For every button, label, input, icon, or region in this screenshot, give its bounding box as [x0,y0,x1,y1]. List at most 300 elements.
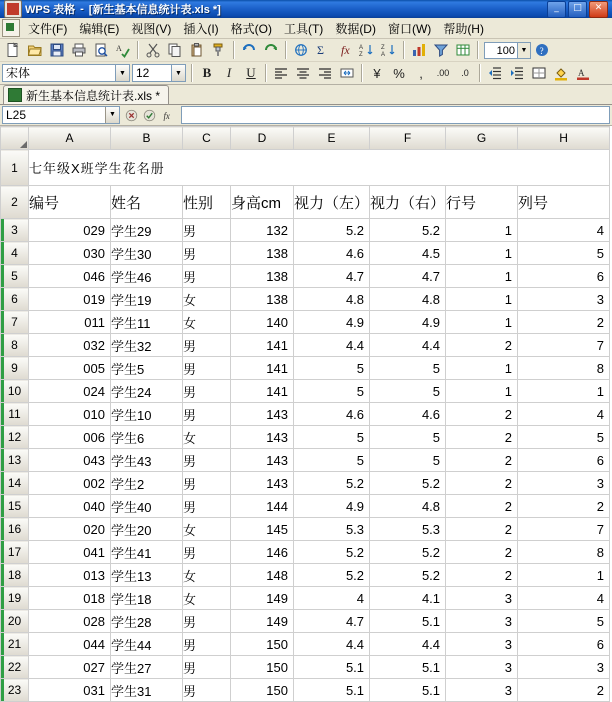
font-name-value[interactable]: 宋体 [2,64,116,82]
title-bar [0,0,612,18]
row-header-15[interactable]: 15 [1,495,29,518]
row-header-22[interactable]: 22 [1,656,29,679]
cell-d5[interactable]: 138 [231,265,294,288]
cell-h4[interactable]: 5 [518,242,610,265]
header-cell-col-no[interactable]: 列号 [518,186,610,219]
cell-c16[interactable]: 女 [183,518,231,541]
cell-b15[interactable]: 学生40 [111,495,183,518]
cell-g22[interactable]: 3 [446,656,518,679]
row-header-11[interactable]: 11 [1,403,29,426]
cell-b21[interactable]: 学生44 [111,633,183,656]
cell-g19[interactable]: 3 [446,587,518,610]
cell-d23[interactable]: 150 [231,679,294,702]
header-cell-row-no[interactable]: 行号 [446,186,518,219]
cell-d4[interactable]: 138 [231,242,294,265]
undo-icon[interactable] [238,39,260,61]
col-header-d[interactable]: D [231,127,294,150]
cell-h14[interactable]: 3 [518,472,610,495]
col-header-g[interactable]: G [446,127,518,150]
cell-c18[interactable]: 女 [183,564,231,587]
cell-a7[interactable]: 011 [29,311,111,334]
col-header-e[interactable]: E [294,127,370,150]
cell-f18[interactable]: 5.2 [370,564,446,587]
cell-d19[interactable]: 149 [231,587,294,610]
cell-f13[interactable]: 5 [370,449,446,472]
cell-c19[interactable]: 女 [183,587,231,610]
row-header-1[interactable]: 1 [1,150,29,186]
cell-a17[interactable]: 041 [29,541,111,564]
cell-e16[interactable]: 5.3 [294,518,370,541]
accept-icon[interactable] [142,108,157,123]
row-header-18[interactable]: 18 [1,564,29,587]
cell-f11[interactable]: 4.6 [370,403,446,426]
cell-a14[interactable]: 002 [29,472,111,495]
format-separator-2 [265,64,267,82]
row-header-10[interactable]: 10 [1,380,29,403]
cell-g4[interactable]: 1 [446,242,518,265]
menu-edit[interactable]: 编辑(E) [79,21,120,36]
row-header-3[interactable]: 3 [1,219,29,242]
table-row [1,380,610,403]
cell-c22[interactable]: 男 [183,656,231,679]
minimize-button[interactable]: _ [547,1,566,18]
spellcheck-icon[interactable] [112,39,134,61]
bold-button[interactable]: B [202,65,212,80]
italic-button[interactable]: I [226,65,232,80]
header-cell-height[interactable]: 身高cm [231,186,294,219]
print-icon[interactable] [68,39,90,61]
cell-d3[interactable]: 132 [231,219,294,242]
align-left-icon[interactable] [270,62,292,84]
row-header-16[interactable]: 16 [1,518,29,541]
cell-e17[interactable]: 5.2 [294,541,370,564]
currency-button[interactable]: ¥ [373,65,381,81]
cell-g9[interactable]: 1 [446,357,518,380]
cell-c5[interactable]: 男 [183,265,231,288]
cell-e9[interactable]: 5 [294,357,370,380]
cell-f3[interactable]: 5.2 [370,219,446,242]
cell-e13[interactable]: 5 [294,449,370,472]
spreadsheet-grid[interactable] [0,126,612,702]
decrease-decimal-button[interactable]: .0 [461,68,469,78]
save-icon[interactable] [46,39,68,61]
cell-f6[interactable]: 4.8 [370,288,446,311]
cell-b19[interactable]: 学生18 [111,587,183,610]
open-icon[interactable] [24,39,46,61]
cell-h5[interactable]: 6 [518,265,610,288]
cell-a18[interactable]: 013 [29,564,111,587]
cell-b4[interactable]: 学生30 [111,242,183,265]
cell-c20[interactable]: 男 [183,610,231,633]
cell-h6[interactable]: 3 [518,288,610,311]
underline-button[interactable]: U [246,65,256,80]
row-header-7[interactable]: 7 [1,311,29,334]
cell-c10[interactable]: 男 [183,380,231,403]
cell-b12[interactable]: 学生6 [111,426,183,449]
header-cell-vision-left[interactable]: 视力（左） [294,186,370,219]
cell-d14[interactable]: 143 [231,472,294,495]
cell-a19[interactable]: 018 [29,587,111,610]
cell-g6[interactable]: 1 [446,288,518,311]
table-row [1,495,610,518]
cell-h17[interactable]: 8 [518,541,610,564]
cell-d12[interactable]: 143 [231,426,294,449]
cell-f8[interactable]: 4.4 [370,334,446,357]
help-icon[interactable] [531,39,553,61]
zoom-dropdown-icon[interactable]: ▼ [518,42,531,59]
cell-g18[interactable]: 2 [446,564,518,587]
svg-text:A: A [381,52,386,58]
cell-a22[interactable]: 027 [29,656,111,679]
cell-h22[interactable]: 3 [518,656,610,679]
increase-decimal-button[interactable]: .00 [436,68,450,78]
cell-d21[interactable]: 150 [231,633,294,656]
new-icon[interactable] [2,39,24,61]
percent-button[interactable]: % [393,65,405,81]
table-row [1,357,610,380]
cell-h12[interactable]: 5 [518,426,610,449]
cell-h21[interactable]: 6 [518,633,610,656]
cell-f5[interactable]: 4.7 [370,265,446,288]
format-separator-3 [361,64,363,82]
row-header-23[interactable]: 23 [1,679,29,702]
cell-d17[interactable]: 146 [231,541,294,564]
cell-g16[interactable]: 2 [446,518,518,541]
cell-a21[interactable]: 044 [29,633,111,656]
cell-h11[interactable]: 4 [518,403,610,426]
table-icon[interactable] [452,39,474,61]
decrease-indent-icon[interactable] [484,62,506,84]
cell-a10[interactable]: 024 [29,380,111,403]
col-header-c[interactable]: C [183,127,231,150]
cell-g14[interactable]: 2 [446,472,518,495]
font-color-icon[interactable] [572,62,594,84]
align-right-icon[interactable] [314,62,336,84]
cell-f16[interactable]: 5.3 [370,518,446,541]
cell-c6[interactable]: 女 [183,288,231,311]
cell-f9[interactable]: 5 [370,357,446,380]
cell-h15[interactable]: 2 [518,495,610,518]
row-header-12[interactable]: 12 [1,426,29,449]
cell-d7[interactable]: 140 [231,311,294,334]
svg-text:A: A [578,68,585,78]
cell-c17[interactable]: 男 [183,541,231,564]
cell-c13[interactable]: 男 [183,449,231,472]
cell-a5[interactable]: 046 [29,265,111,288]
print-preview-icon[interactable] [90,39,112,61]
cell-e10[interactable]: 5 [294,380,370,403]
fill-color-icon[interactable] [550,62,572,84]
chart-icon[interactable] [408,39,430,61]
cell-d15[interactable]: 144 [231,495,294,518]
cell-a3[interactable]: 029 [29,219,111,242]
cell-g17[interactable]: 2 [446,541,518,564]
cell-d10[interactable]: 141 [231,380,294,403]
cell-e15[interactable]: 4.9 [294,495,370,518]
svg-text:Σ: Σ [317,43,324,57]
cell-c8[interactable]: 男 [183,334,231,357]
redo-icon[interactable] [260,39,282,61]
table-row [1,242,610,265]
menu-insert[interactable]: 插入(I) [183,21,219,36]
table-row [1,633,610,656]
cell-e6[interactable]: 4.8 [294,288,370,311]
cell-e22[interactable]: 5.1 [294,656,370,679]
svg-text:fx: fx [163,110,170,121]
cell-e23[interactable]: 5.1 [294,679,370,702]
cell-c7[interactable]: 女 [183,311,231,334]
increase-indent-icon[interactable] [506,62,528,84]
cell-b3[interactable]: 学生29 [111,219,183,242]
cell-c9[interactable]: 男 [183,357,231,380]
cell-h16[interactable]: 7 [518,518,610,541]
cell-f10[interactable]: 5 [370,380,446,403]
cell-b13[interactable]: 学生43 [111,449,183,472]
cell-f20[interactable]: 5.1 [370,610,446,633]
function-icon[interactable] [160,108,175,123]
table-row [1,219,610,242]
cell-g23[interactable]: 3 [446,679,518,702]
cell-f23[interactable]: 5.1 [370,679,446,702]
row-header-14[interactable]: 14 [1,472,29,495]
align-center-icon[interactable] [292,62,314,84]
toolbar-separator [137,41,139,59]
cell-c3[interactable]: 男 [183,219,231,242]
cell-g13[interactable]: 2 [446,449,518,472]
table-row [1,472,610,495]
header-cell-id[interactable]: 编号 [29,186,111,219]
svg-text:A: A [116,44,122,53]
col-header-a[interactable]: A [29,127,111,150]
cell-c23[interactable]: 男 [183,679,231,702]
cell-d6[interactable]: 138 [231,288,294,311]
cell-e12[interactable]: 5 [294,426,370,449]
cell-g21[interactable]: 3 [446,633,518,656]
cell-a11[interactable]: 010 [29,403,111,426]
cell-f15[interactable]: 4.8 [370,495,446,518]
cell-b18[interactable]: 学生13 [111,564,183,587]
row-header-13[interactable]: 13 [1,449,29,472]
formula-input[interactable] [181,106,610,124]
cell-d20[interactable]: 149 [231,610,294,633]
font-name-combo[interactable] [2,64,130,82]
menu-format[interactable]: 格式(O) [230,21,272,36]
cell-a13[interactable]: 043 [29,449,111,472]
copy-icon[interactable] [164,39,186,61]
cell-h10[interactable]: 1 [518,380,610,403]
cell-f21[interactable]: 4.4 [370,633,446,656]
cell-f4[interactable]: 4.5 [370,242,446,265]
cell-f7[interactable]: 4.9 [370,311,446,334]
cell-b20[interactable]: 学生28 [111,610,183,633]
row-header-9[interactable]: 9 [1,357,29,380]
cell-a4[interactable]: 030 [29,242,111,265]
name-box-dropdown-icon[interactable]: ▼ [105,107,119,123]
cell-g8[interactable]: 2 [446,334,518,357]
row-header-20[interactable]: 20 [1,610,29,633]
menu-window[interactable]: 窗口(W) [387,21,432,36]
cell-e20[interactable]: 4.7 [294,610,370,633]
autosum-icon[interactable] [312,39,334,61]
row-header-4[interactable]: 4 [1,242,29,265]
cell-e3[interactable]: 5.2 [294,219,370,242]
col-header-b[interactable]: B [111,127,183,150]
cell-g5[interactable]: 1 [446,265,518,288]
cell-f22[interactable]: 5.1 [370,656,446,679]
close-button[interactable]: ✕ [589,1,608,18]
table-row [1,334,610,357]
cell-b5[interactable]: 学生46 [111,265,183,288]
header-cell-name[interactable]: 姓名 [111,186,183,219]
cell-e14[interactable]: 5.2 [294,472,370,495]
cell-c11[interactable]: 男 [183,403,231,426]
cell-c12[interactable]: 女 [183,426,231,449]
cell-g10[interactable]: 1 [446,380,518,403]
menu-help[interactable]: 帮助(H) [443,21,484,36]
cell-e18[interactable]: 5.2 [294,564,370,587]
font-size-dropdown-icon[interactable]: ▼ [172,64,186,82]
cell-f12[interactable]: 5 [370,426,446,449]
formula-bar-icons [120,108,179,123]
cell-h19[interactable]: 4 [518,587,610,610]
cell-h18[interactable]: 1 [518,564,610,587]
cell-b16[interactable]: 学生20 [111,518,183,541]
cell-d9[interactable]: 141 [231,357,294,380]
cell-e5[interactable]: 4.7 [294,265,370,288]
cell-e21[interactable]: 4.4 [294,633,370,656]
cell-e11[interactable]: 4.6 [294,403,370,426]
cell-h8[interactable]: 7 [518,334,610,357]
header-cell-gender[interactable]: 性别 [183,186,231,219]
filter-icon[interactable] [430,39,452,61]
sort-asc-icon[interactable] [356,39,378,61]
cell-e7[interactable]: 4.9 [294,311,370,334]
menu-file[interactable]: 文件(F) [28,21,68,36]
cell-f17[interactable]: 5.2 [370,541,446,564]
cell-d8[interactable]: 141 [231,334,294,357]
col-header-h[interactable]: H [518,127,610,150]
font-name-dropdown-icon[interactable]: ▼ [116,64,130,82]
cell-f19[interactable]: 4.1 [370,587,446,610]
cell-e8[interactable]: 4.4 [294,334,370,357]
table-row [1,426,610,449]
row-header-8[interactable]: 8 [1,334,29,357]
cell-a16[interactable]: 020 [29,518,111,541]
sheet-title-cell[interactable]: 七年级X班学生花名册 [29,150,610,186]
font-size-combo[interactable] [132,64,186,82]
cell-g7[interactable]: 1 [446,311,518,334]
cell-b11[interactable]: 学生10 [111,403,183,426]
paste-icon[interactable] [186,39,208,61]
select-all-corner[interactable] [1,127,29,150]
maximize-button[interactable]: □ [568,1,587,18]
table-row [1,186,610,219]
comma-style-button[interactable]: , [419,65,423,81]
cell-d11[interactable]: 143 [231,403,294,426]
cell-a15[interactable]: 040 [29,495,111,518]
row-header-5[interactable]: 5 [1,265,29,288]
document-tab[interactable] [3,85,169,104]
cell-h7[interactable]: 2 [518,311,610,334]
menu-view[interactable]: 视图(V) [131,21,172,36]
cell-b23[interactable]: 学生31 [111,679,183,702]
cell-d18[interactable]: 148 [231,564,294,587]
row-header-21[interactable]: 21 [1,633,29,656]
zoom-control[interactable] [484,42,531,59]
cell-a12[interactable]: 006 [29,426,111,449]
cell-d22[interactable]: 150 [231,656,294,679]
cell-a9[interactable]: 005 [29,357,111,380]
cell-c4[interactable]: 男 [183,242,231,265]
cell-b9[interactable]: 学生5 [111,357,183,380]
table-row [1,150,610,186]
menu-data[interactable]: 数据(D) [335,21,376,36]
cell-d13[interactable]: 143 [231,449,294,472]
zoom-value[interactable]: 100 [484,42,518,59]
cell-g3[interactable]: 1 [446,219,518,242]
cell-b8[interactable]: 学生32 [111,334,183,357]
cell-f14[interactable]: 5.2 [370,472,446,495]
cell-h9[interactable]: 8 [518,357,610,380]
function-icon[interactable] [334,39,356,61]
cell-h3[interactable]: 4 [518,219,610,242]
cell-a6[interactable]: 019 [29,288,111,311]
cell-g12[interactable]: 2 [446,426,518,449]
row-header-6[interactable]: 6 [1,288,29,311]
cell-a8[interactable]: 032 [29,334,111,357]
cell-b14[interactable]: 学生2 [111,472,183,495]
font-size-value[interactable]: 12 [132,64,172,82]
toolbar-separator-4 [403,41,405,59]
menu-bar [0,18,612,39]
cut-icon[interactable] [142,39,164,61]
cell-b17[interactable]: 学生41 [111,541,183,564]
cell-g15[interactable]: 2 [446,495,518,518]
cell-h23[interactable]: 2 [518,679,610,702]
cell-c15[interactable]: 男 [183,495,231,518]
cell-e19[interactable]: 4 [294,587,370,610]
cell-g20[interactable]: 3 [446,610,518,633]
name-box[interactable] [2,106,120,124]
header-cell-vision-right[interactable]: 视力（右） [370,186,446,219]
cell-c21[interactable]: 男 [183,633,231,656]
col-header-f[interactable]: F [370,127,446,150]
cell-d16[interactable]: 145 [231,518,294,541]
cell-c14[interactable]: 男 [183,472,231,495]
hyperlink-icon[interactable] [290,39,312,61]
menu-tools[interactable]: 工具(T) [283,21,324,36]
cell-b22[interactable]: 学生27 [111,656,183,679]
cell-b10[interactable]: 学生24 [111,380,183,403]
cell-h20[interactable]: 5 [518,610,610,633]
cell-h13[interactable]: 6 [518,449,610,472]
cell-g11[interactable]: 2 [446,403,518,426]
cell-b6[interactable]: 学生19 [111,288,183,311]
cell-e4[interactable]: 4.6 [294,242,370,265]
format-separator-1 [191,64,193,82]
cell-b7[interactable]: 学生11 [111,311,183,334]
borders-icon[interactable] [528,62,550,84]
merge-cells-icon[interactable] [336,62,358,84]
cell-a23[interactable]: 031 [29,679,111,702]
sort-desc-icon[interactable] [378,39,400,61]
format-painter-icon[interactable] [208,39,230,61]
row-header-17[interactable]: 17 [1,541,29,564]
cell-a20[interactable]: 028 [29,610,111,633]
cancel-icon[interactable] [124,108,139,123]
row-header-2[interactable]: 2 [1,186,29,219]
row-header-19[interactable]: 19 [1,587,29,610]
